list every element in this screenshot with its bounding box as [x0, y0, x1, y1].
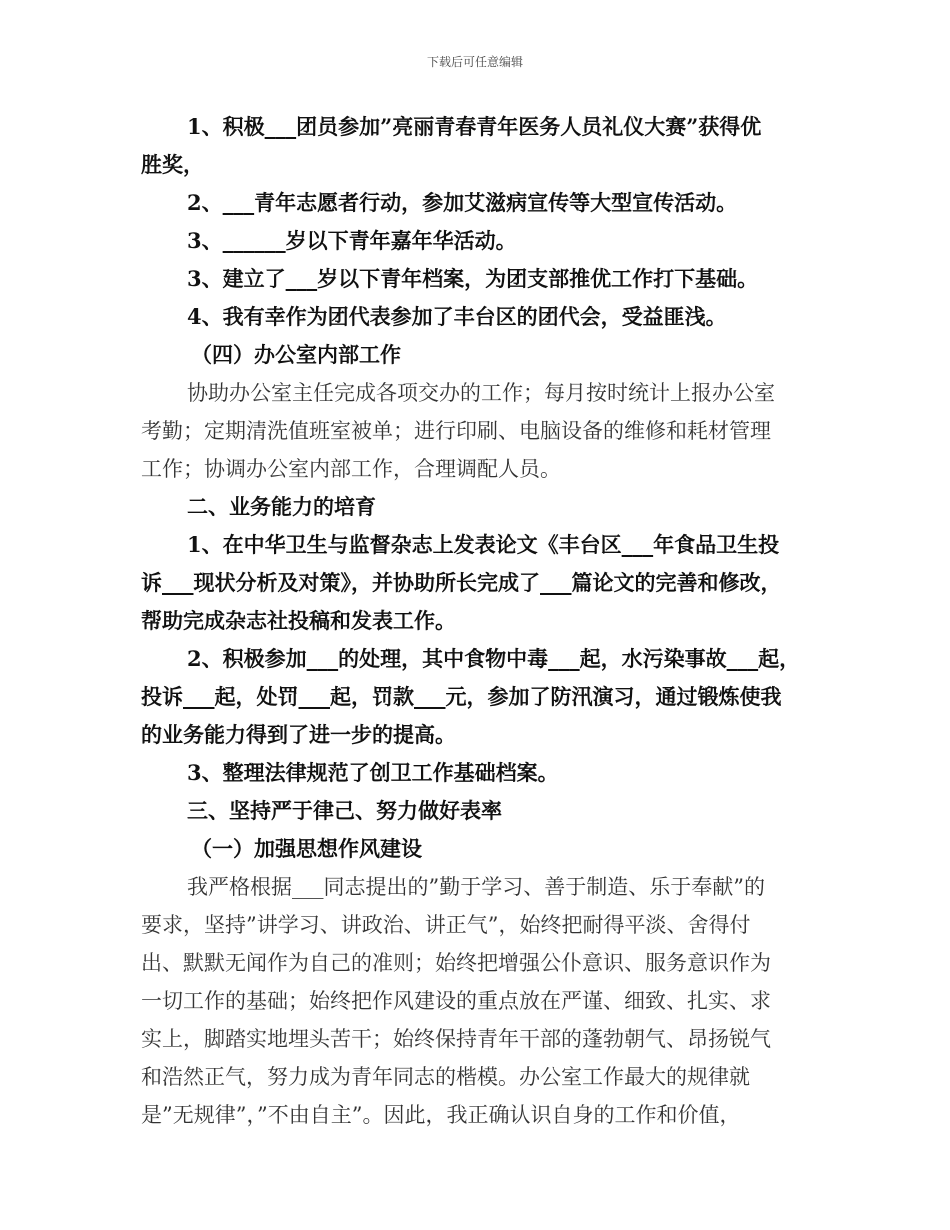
text-line: 1、在中华卫生与监督杂志上发表论文《丰台区___年食品卫生投 [187, 532, 780, 557]
text-line: 一切工作的基础；始终把作风建设的重点放在严谨、细致、扎实、求 [141, 989, 771, 1013]
text-line: 考勤；定期清洗值班室被单；进行印刷、电脑设备的维修和耗材管理 [141, 419, 771, 443]
text-line: 2、___青年志愿者行动，参加艾滋病宣传等大型宣传活动。 [187, 190, 738, 215]
page-header: 下载后可任意编辑 [426, 55, 523, 69]
text-line: 协助办公室主任完成各项交办的工作；每月按时统计上报办公室 [187, 381, 775, 405]
text-line: 我严格根据___同志提出的”勤于学习、善于制造、乐于奉献”的 [187, 875, 765, 899]
text-line: 4、我有幸作为团代表参加了丰台区的团代会，受益匪浅。 [187, 304, 727, 329]
text-line: 的业务能力得到了进一步的提高。 [141, 722, 456, 747]
text-line: 3、建立了___岁以下青年档案，为团支部推优工作打下基础。 [187, 266, 759, 291]
text-line: 实上，脚踏实地埋头苦干；始终保持青年干部的蓬勃朝气、昂扬锐气 [141, 1027, 771, 1051]
section-heading: 三、坚持严于律己、努力做好表率 [187, 798, 502, 823]
text-line: 是”无规律”，”不由自主”。因此，我正确认识自身的工作和价值， [141, 1103, 741, 1127]
text-line: 2、积极参加___的处理，其中食物中毒___起，水污染事故___起， [187, 646, 801, 671]
text-line: 诉___现状分析及对策》，并协助所长完成了___篇论文的完善和修改， [141, 570, 782, 595]
text-line: 要求，坚持”讲学习、讲政治、讲正气”，始终把耐得平淡、舍得付 [141, 913, 751, 937]
text-line: 3、整理法律规范了创卫工作基础档案。 [187, 760, 559, 785]
text-line: 出、默默无闻作为自己的准则；始终把增强公仆意识、服务意识作为 [141, 951, 771, 975]
text-line: 和浩然正气，努力成为青年同志的楷模。办公室工作最大的规律就 [141, 1065, 750, 1089]
section-heading: （四）办公室内部工作 [191, 342, 401, 367]
text-line: 胜奖， [141, 152, 204, 177]
document-body [141, 108, 821, 1134]
section-heading: 二、业务能力的培育 [187, 494, 376, 519]
text-line: 3、______岁以下青年嘉年华活动。 [187, 228, 517, 253]
text-line: 1、积极___团员参加”亮丽青春青年医务人员礼仪大赛”获得优 [187, 114, 762, 139]
text-line: 工作；协调办公室内部工作，合理调配人员。 [141, 457, 561, 481]
text-line: 投诉___起，处罚___起，罚款___元，参加了防汛演习，通过锻炼使我 [141, 684, 782, 709]
text-line: 帮助完成杂志社投稿和发表工作。 [141, 608, 456, 633]
section-heading: （一）加强思想作风建设 [191, 836, 422, 861]
